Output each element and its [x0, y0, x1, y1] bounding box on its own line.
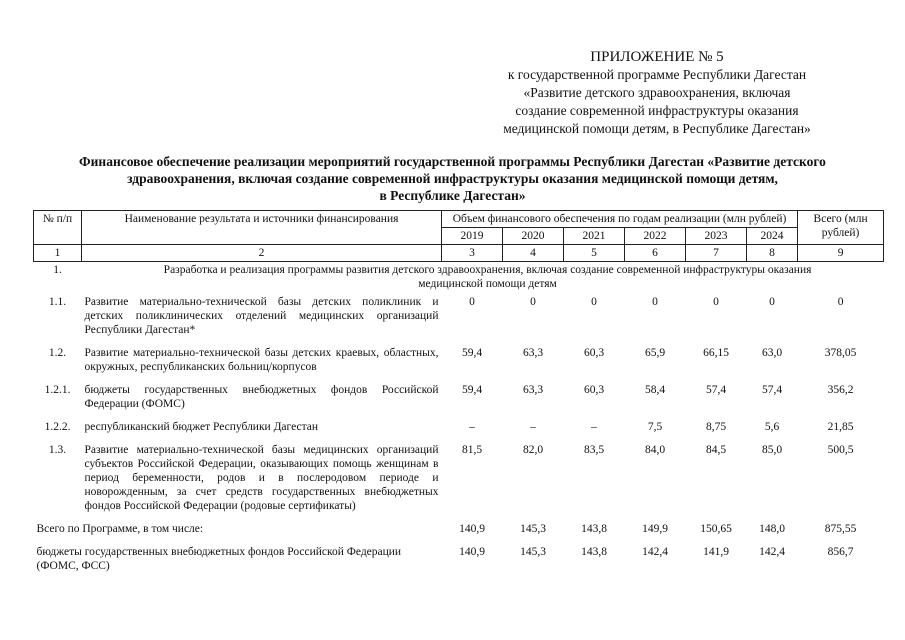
appendix-block [447, 48, 867, 138]
column-number: 1 [34, 245, 82, 262]
section-text: Разработка и реализация программы развития детского здравоохранения, включая создание современной инфраструктуры оказания медицинской помощи детям [163, 264, 812, 290]
title-line: здравоохранения, включая создание современной инфраструктуры оказания медицинской помощи детям, [127, 171, 778, 186]
column-number: 9 [798, 245, 884, 262]
row-value: 63,3 [522, 347, 544, 359]
row-value: 0 [713, 296, 719, 308]
section-row [34, 262, 884, 293]
appendix-heading: ПРИЛОЖЕНИЕ № 5 [590, 49, 724, 65]
header-total: Всего (млн рублей) [798, 211, 884, 245]
row-value: 84,0 [644, 444, 666, 456]
row-value: 57,4 [705, 384, 727, 396]
row-name: бюджеты государственных внебюджетных фондов Российской Федерации (ФОМС) [84, 384, 439, 410]
document-title [20, 153, 885, 204]
row-value: 0 [469, 296, 475, 308]
row-num: 1.2.1. [44, 384, 71, 396]
header-year: 2020 [503, 228, 564, 245]
row-value: 5,6 [764, 421, 780, 433]
row-value: 66,15 [703, 347, 729, 359]
header-name: Наименование результата и источники финансирования [82, 211, 442, 245]
row-value: 60,3 [583, 347, 605, 359]
row-value: – [469, 421, 475, 433]
column-number: 5 [564, 245, 625, 262]
row-value: 59,4 [461, 347, 483, 359]
column-number: 8 [747, 245, 798, 262]
row-value: 85,0 [761, 444, 783, 456]
row-num: 1.2.2. [44, 421, 71, 433]
row-value: 60,3 [583, 384, 605, 396]
appendix-line: медицинской помощи детям, в Республике Дагестан» [503, 121, 811, 136]
row-num: 1.3. [48, 444, 67, 456]
row-value: 0 [591, 296, 597, 308]
header-year: 2023 [686, 228, 747, 245]
row-value: 81,5 [461, 444, 483, 456]
row-value: 7,5 [647, 421, 663, 433]
row-value: 63,3 [522, 384, 544, 396]
total-sum: 856,7 [827, 546, 854, 558]
row-value: 84,5 [705, 444, 727, 456]
header-volume: Объем финансового обеспечения по годам реализации (млн рублей) [442, 211, 798, 228]
row-value: 0 [530, 296, 536, 308]
row-total: 378,05 [824, 347, 857, 359]
table-row [34, 417, 884, 440]
total-name: бюджеты государственных внебюджетных фондов Российской Федерации (ФОМС, ФСС) [36, 546, 402, 572]
row-value: – [591, 421, 597, 433]
section-num: 1. [53, 264, 62, 276]
total-value: 143,8 [581, 523, 607, 535]
header-year: 2022 [625, 228, 686, 245]
total-sum: 875,55 [824, 523, 857, 535]
column-number: 2 [82, 245, 442, 262]
table-row [34, 440, 884, 519]
row-total: 500,5 [827, 444, 854, 456]
total-value: 142,4 [642, 546, 668, 558]
row-name: Развитие материально-технической базы медицинских организаций субъектов Российской Федерации, оказывающих помощь женщинам в период беременности, родов и в послеродовом периоде и новорожденным, за счет средств государственных внебюджетных фондов Российской Федерации (родовые сертификаты) [84, 444, 439, 512]
table-row [34, 292, 884, 343]
row-value: 82,0 [522, 444, 544, 456]
row-value: 57,4 [761, 384, 783, 396]
row-value: 65,9 [644, 347, 666, 359]
row-total: 356,2 [827, 384, 854, 396]
table-row [34, 343, 884, 380]
column-number: 4 [503, 245, 564, 262]
appendix-line: к государственной программе Республики Дагестан [507, 67, 807, 82]
row-value: 0 [652, 296, 658, 308]
row-num: 1.2. [48, 347, 67, 359]
total-value: 143,8 [581, 546, 607, 558]
total-value: 150,65 [700, 523, 732, 535]
total-value: 140,9 [459, 546, 485, 558]
row-name: Развитие материально-технической базы детских поликлиник и детских поликлинических отделений медицинских организаций Республики Дагестан* [84, 296, 439, 336]
row-value: 0 [769, 296, 775, 308]
total-row [34, 542, 884, 579]
row-value: – [530, 421, 536, 433]
total-value: 141,9 [703, 546, 729, 558]
appendix-line: «Развитие детского здравоохранения, включая [523, 85, 791, 100]
total-value: 145,3 [520, 546, 546, 558]
row-value: 59,4 [461, 384, 483, 396]
total-value: 142,4 [759, 546, 785, 558]
total-value: 140,9 [459, 523, 485, 535]
column-number: 6 [625, 245, 686, 262]
total-value: 148,0 [759, 523, 785, 535]
financing-table [33, 210, 884, 579]
total-row [34, 519, 884, 542]
title-line: в Республике Дагестан» [379, 188, 526, 203]
total-name: Всего по Программе, в том числе: [36, 523, 204, 535]
column-number: 3 [442, 245, 503, 262]
total-value: 145,3 [520, 523, 546, 535]
title-line: Финансовое обеспечение реализации мероприятий государственной программы Республики Дагестан «Развитие детского [79, 154, 826, 169]
row-value: 63,0 [761, 347, 783, 359]
row-name: республиканский бюджет Республики Дагестан [84, 421, 319, 433]
row-num: 1.1. [48, 296, 67, 308]
row-name: Развитие материально-технической базы детских краевых, областных, окружных, республиканских больниц/корпусов [84, 347, 439, 373]
column-number: 7 [686, 245, 747, 262]
row-value: 83,5 [583, 444, 605, 456]
row-total: 21,85 [827, 421, 854, 433]
total-value: 149,9 [642, 523, 668, 535]
table-row [34, 380, 884, 417]
header-year: 2019 [442, 228, 503, 245]
row-value: 8,75 [705, 421, 727, 433]
header-year: 2021 [564, 228, 625, 245]
appendix-line: создание современной инфраструктуры оказания [515, 103, 799, 118]
row-value: 58,4 [644, 384, 666, 396]
row-total: 0 [837, 296, 844, 308]
header-year: 2024 [747, 228, 798, 245]
header-num: № п/п [34, 211, 82, 245]
